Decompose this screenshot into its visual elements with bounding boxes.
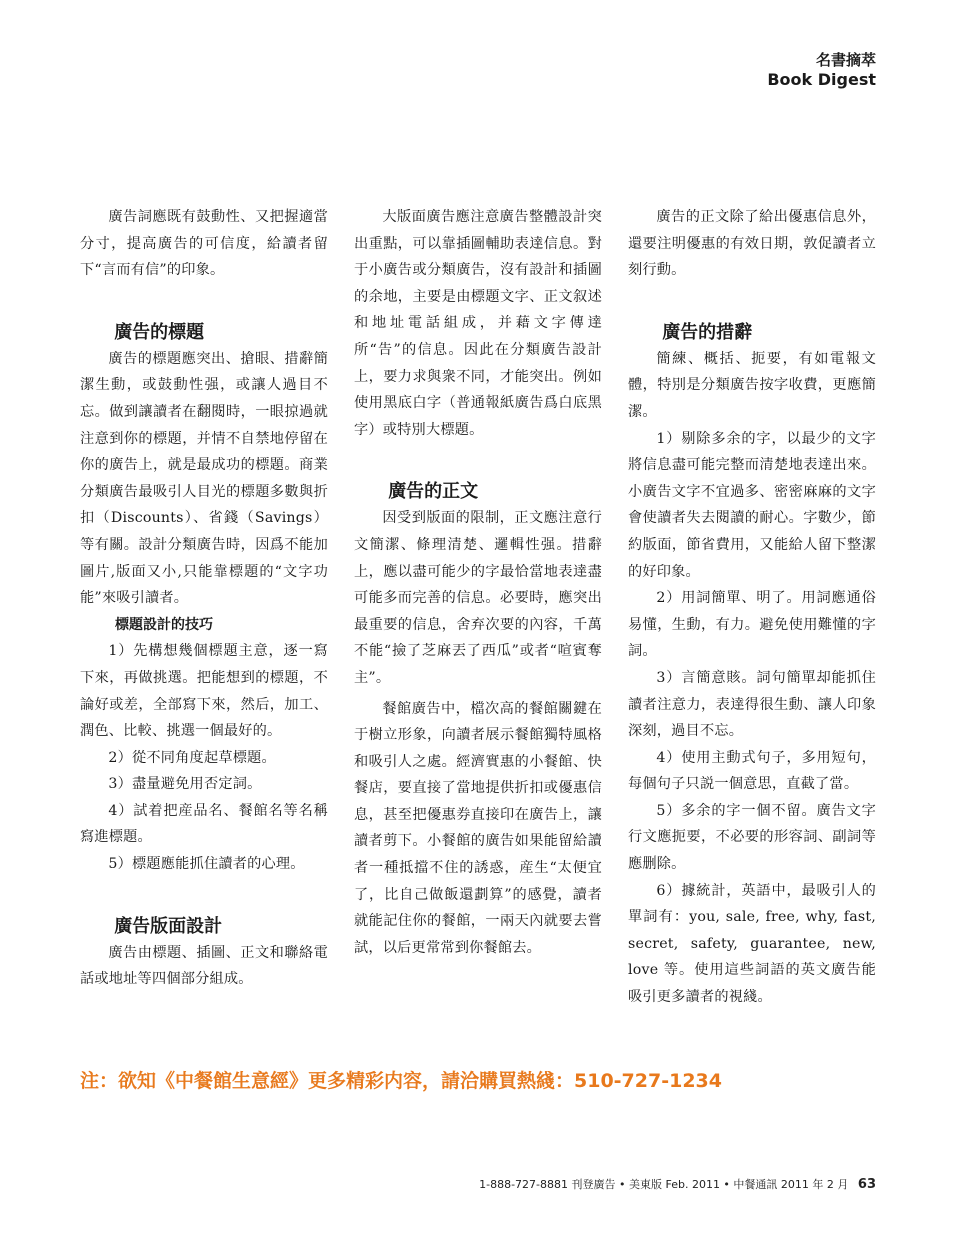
- column-3: [628, 204, 876, 1011]
- section-header: [767, 50, 876, 90]
- paragraph: 廣告由標題、插圖、正文和聯絡電話或地址等四個部分組成。: [80, 944, 328, 988]
- list-item: 5）標題應能抓住讀者的心理。: [108, 856, 305, 873]
- heading-headline: 廣告的標題: [114, 321, 205, 343]
- page-number: 63: [857, 1177, 876, 1192]
- paragraph: 餐館廣告中，檔次高的餐館關鍵在于樹立形象，向讀者展示餐館獨特風格和吸引人之處。經濟實惠的小餐館、快餐店，要直接了當地提供折扣或優惠信息，甚至把優惠券直接印在廣告上，讓讀者剪下。小餐館的廣告如果能留給讀者一種抵擋不住的誘惑，産生“太便宜了，比自己做飯還劃算”的感覺，讀者就能記住你的餐館，一兩天內就要去嘗試，以后更常常到你餐館去。: [354, 700, 602, 956]
- footer-text: 1-888-727-8881 刊登廣告 • 美東版 Feb. 2011 • 中餐通訊 2011 年 2 月: [479, 1178, 849, 1191]
- list-item: 6）據統計，英語中，最吸引人的單詞有：you, sale, free, why, fast, secret, safety, guarantee, new, love 等。使用這些詞語的英文廣告能吸引更多讀者的視綫。: [628, 882, 876, 1006]
- heading-wording: 廣告的措辭: [662, 321, 753, 343]
- section-title-zh: 名書摘萃: [815, 51, 876, 69]
- list-item: 4）使用主動式句子，多用短句，每個句子只説一個意思，直截了當。: [628, 749, 876, 793]
- paragraph: 廣告詞應既有鼓動性、又把握適當分寸，提高廣告的可信度，給讀者留下“言而有信”的印象。: [80, 209, 328, 279]
- paragraph: 廣告的標題應突出、搶眼、措辭簡潔生動，或鼓動性强，或讓人過目不忘。做到讓讀者在翻閱時，一眼掠過就注意到你的標題，并情不自禁地停留在你的廣告上，就是最成功的標題。商業分類廣告最吸引人目光的標題多數與折扣（Discounts）、省錢（Savings）等有關。設計分類廣告時，因爲不能加圖片,版面又小,只能靠標題的“文字功能”來吸引讀者。: [80, 350, 328, 607]
- paragraph: 因受到版面的限制，正文應注意行文簡潔、條理清楚、邏輯性强。措辭上，應以盡可能少的字最恰當地表達盡可能多而完善的信息。必要時，應突出最重要的信息，舍弃次要的內容，千萬不能“撿了芝麻丟了西瓜”或者“喧賓奪主”。: [354, 510, 602, 686]
- page-footer: [479, 1176, 876, 1192]
- subheading-tips: 標題設計的技巧: [115, 616, 213, 633]
- list-item: 2）用詞簡單、明了。用詞應通俗易懂，生動，有力。避免使用難懂的字詞。: [628, 590, 876, 660]
- paragraph: 簡練、概括、扼要，有如電報文體，特別是分類廣告按字收費，更應簡潔。: [628, 350, 876, 420]
- paragraph: 廣告的正文除了給出優惠信息外，還要注明優惠的有效日期，敦促讀者立刻行動。: [628, 209, 876, 279]
- paragraph: 大版面廣告應注意廣告整體設計突出重點，可以靠插圖輔助表達信息。對于小廣告或分類廣告，沒有設計和插圖的余地，主要是由標題文字、正文叙述和地址電話組成，并藉文字傳達所“告”的信息。因此在分類廣告設計上，要力求與衆不同，才能突出。例如使用黑底白字（普通報紙廣告爲白底黑字）或特別大標題。: [354, 209, 602, 438]
- column-2: [354, 204, 602, 961]
- list-item: 3）言簡意賅。詞句簡單却能抓住讀者注意力，表達得很生動、讓人印象深刻，過目不忘。: [628, 669, 876, 740]
- section-title-en: Book Digest: [767, 70, 876, 89]
- list-item: 1）剔除多余的字，以最少的文字將信息盡可能完整而清楚地表達出來。小廣告文字不宜過多、密密麻麻的文字會使讀者失去閱讀的耐心。字數少，節約版面，節省費用，又能給人留下整潔的好印象。: [628, 430, 876, 580]
- purchase-note: 注：欲知《中餐館生意經》更多精彩内容，請洽購買熱綫：510-727-1234: [80, 1070, 722, 1092]
- list-item: 1）先構想幾個標題主意，逐一寫下來，再做挑選。把能想到的標題，不論好或差，全部寫下來，然后，加工、潤色、比較、挑選一個最好的。: [80, 643, 328, 740]
- heading-body: 廣告的正文: [388, 481, 479, 503]
- column-1: [80, 204, 328, 993]
- list-item: 2）從不同角度起草標題。: [108, 749, 276, 766]
- list-item: 3）盡量避免用否定詞。: [108, 776, 262, 793]
- heading-layout: 廣告版面設計: [114, 915, 223, 937]
- list-item: 5）多余的字一個不留。廣告文字行文應扼要，不必要的形容詞、副詞等應删除。: [628, 802, 876, 873]
- list-item: 4）試着把産品名、餐館名等名稱寫進標題。: [80, 802, 328, 846]
